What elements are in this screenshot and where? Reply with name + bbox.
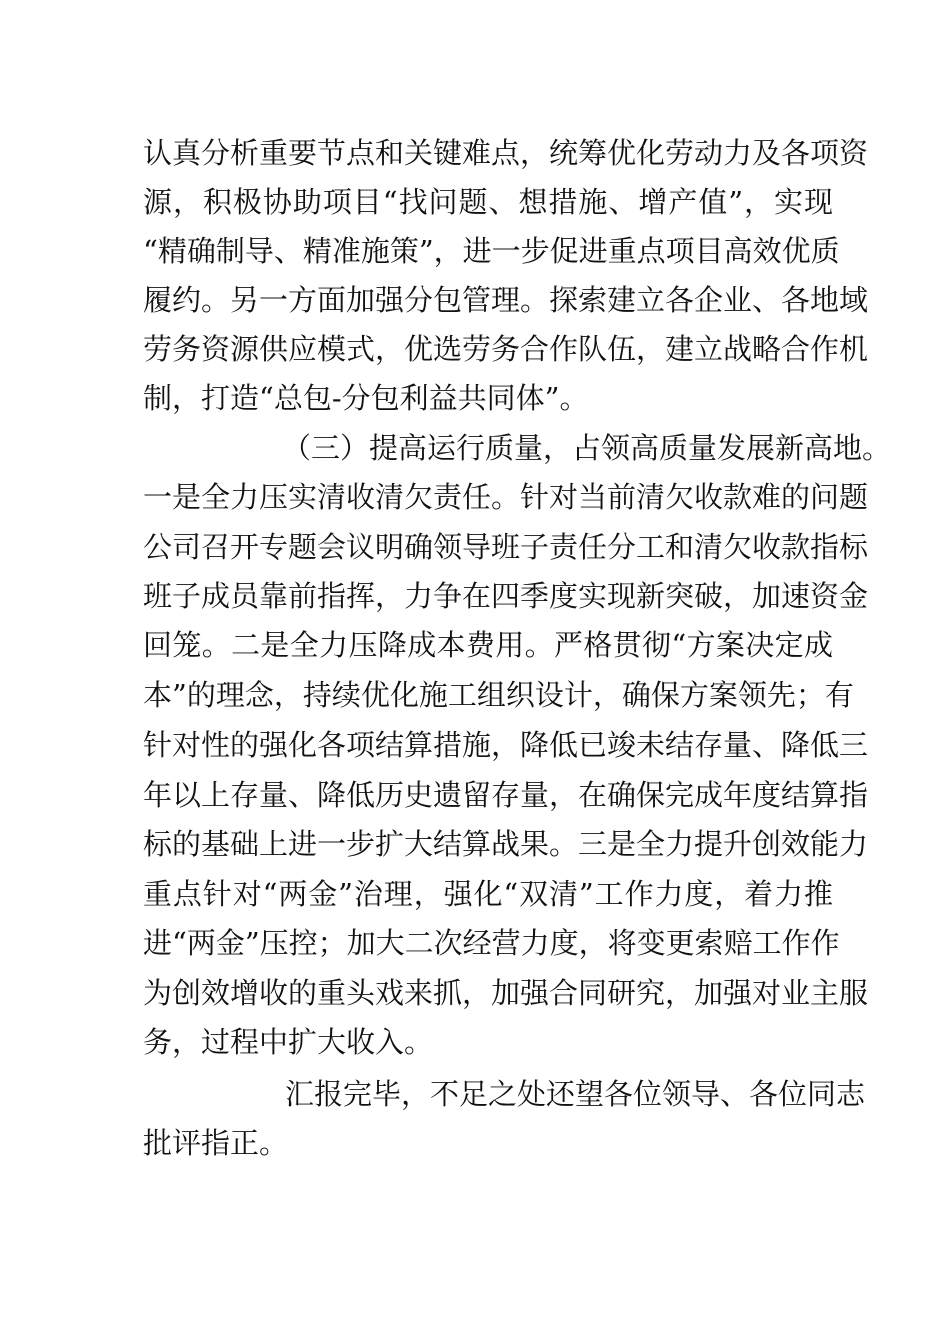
text-line-6: 制，打造“总包-分包利益共同体”。 (143, 381, 589, 415)
text-line-11: 回笼。二是全力压降成本费用。严格贯彻“方案决定成 (143, 628, 833, 662)
text-line-16: 重点针对“两金”治理，强化“双清”工作力度，着力推 (143, 877, 833, 911)
text-line-13: 针对性的强化各项结算措施，降低已竣未结存量、降低三 (143, 728, 869, 762)
text-line-15: 标的基础上进一步扩大结算战果。三是全力提升创效能力 (143, 827, 869, 861)
closing-line-2: 批评指正。 (143, 1126, 289, 1160)
text-line-3: “精确制导、精准施策”，进一步促进重点项目高效优质 (143, 234, 840, 268)
text-line-10: 班子成员靠前指挥，力争在四季度实现新突破，加速资金 (143, 579, 869, 613)
text-line-1: 认真分析重要节点和关键难点，统筹优化劳动力及各项资 (143, 136, 869, 170)
text-line-14: 年以上存量、降低历史遗留存量，在确保完成年度结算指 (143, 778, 869, 812)
text-line-4: 履约。另一方面加强分包管理。探索建立各企业、各地域 (143, 283, 869, 317)
text-line-12: 本”的理念，持续优化施工组织设计，确保方案领先；有 (143, 678, 854, 712)
text-line-17: 进“两金”压控；加大二次经营力度，将变更索赔工作作 (143, 926, 840, 960)
text-line-5: 劳务资源供应模式，优选劳务合作队伍，建立战略合作机 (143, 332, 869, 366)
text-line-9: 公司召开专题会议明确领导班子责任分工和清欠收款指标 (143, 530, 869, 564)
closing-line-1: 汇报完毕，不足之处还望各位领导、各位同志 (285, 1077, 866, 1111)
text-line-19: 务，过程中扩大收入。 (143, 1025, 434, 1059)
text-line-2: 源，积极协助项目“找问题、想措施、增产值”，实现 (143, 185, 833, 219)
text-line-18: 为创效增收的重头戏来抓，加强合同研究，加强对业主服 (143, 976, 869, 1010)
section-heading: （三）提高运行质量，占领高质量发展新高地。 (282, 431, 892, 465)
text-line-8: 一是全力压实清收清欠责任。针对当前清欠收款难的问题 (143, 480, 869, 514)
